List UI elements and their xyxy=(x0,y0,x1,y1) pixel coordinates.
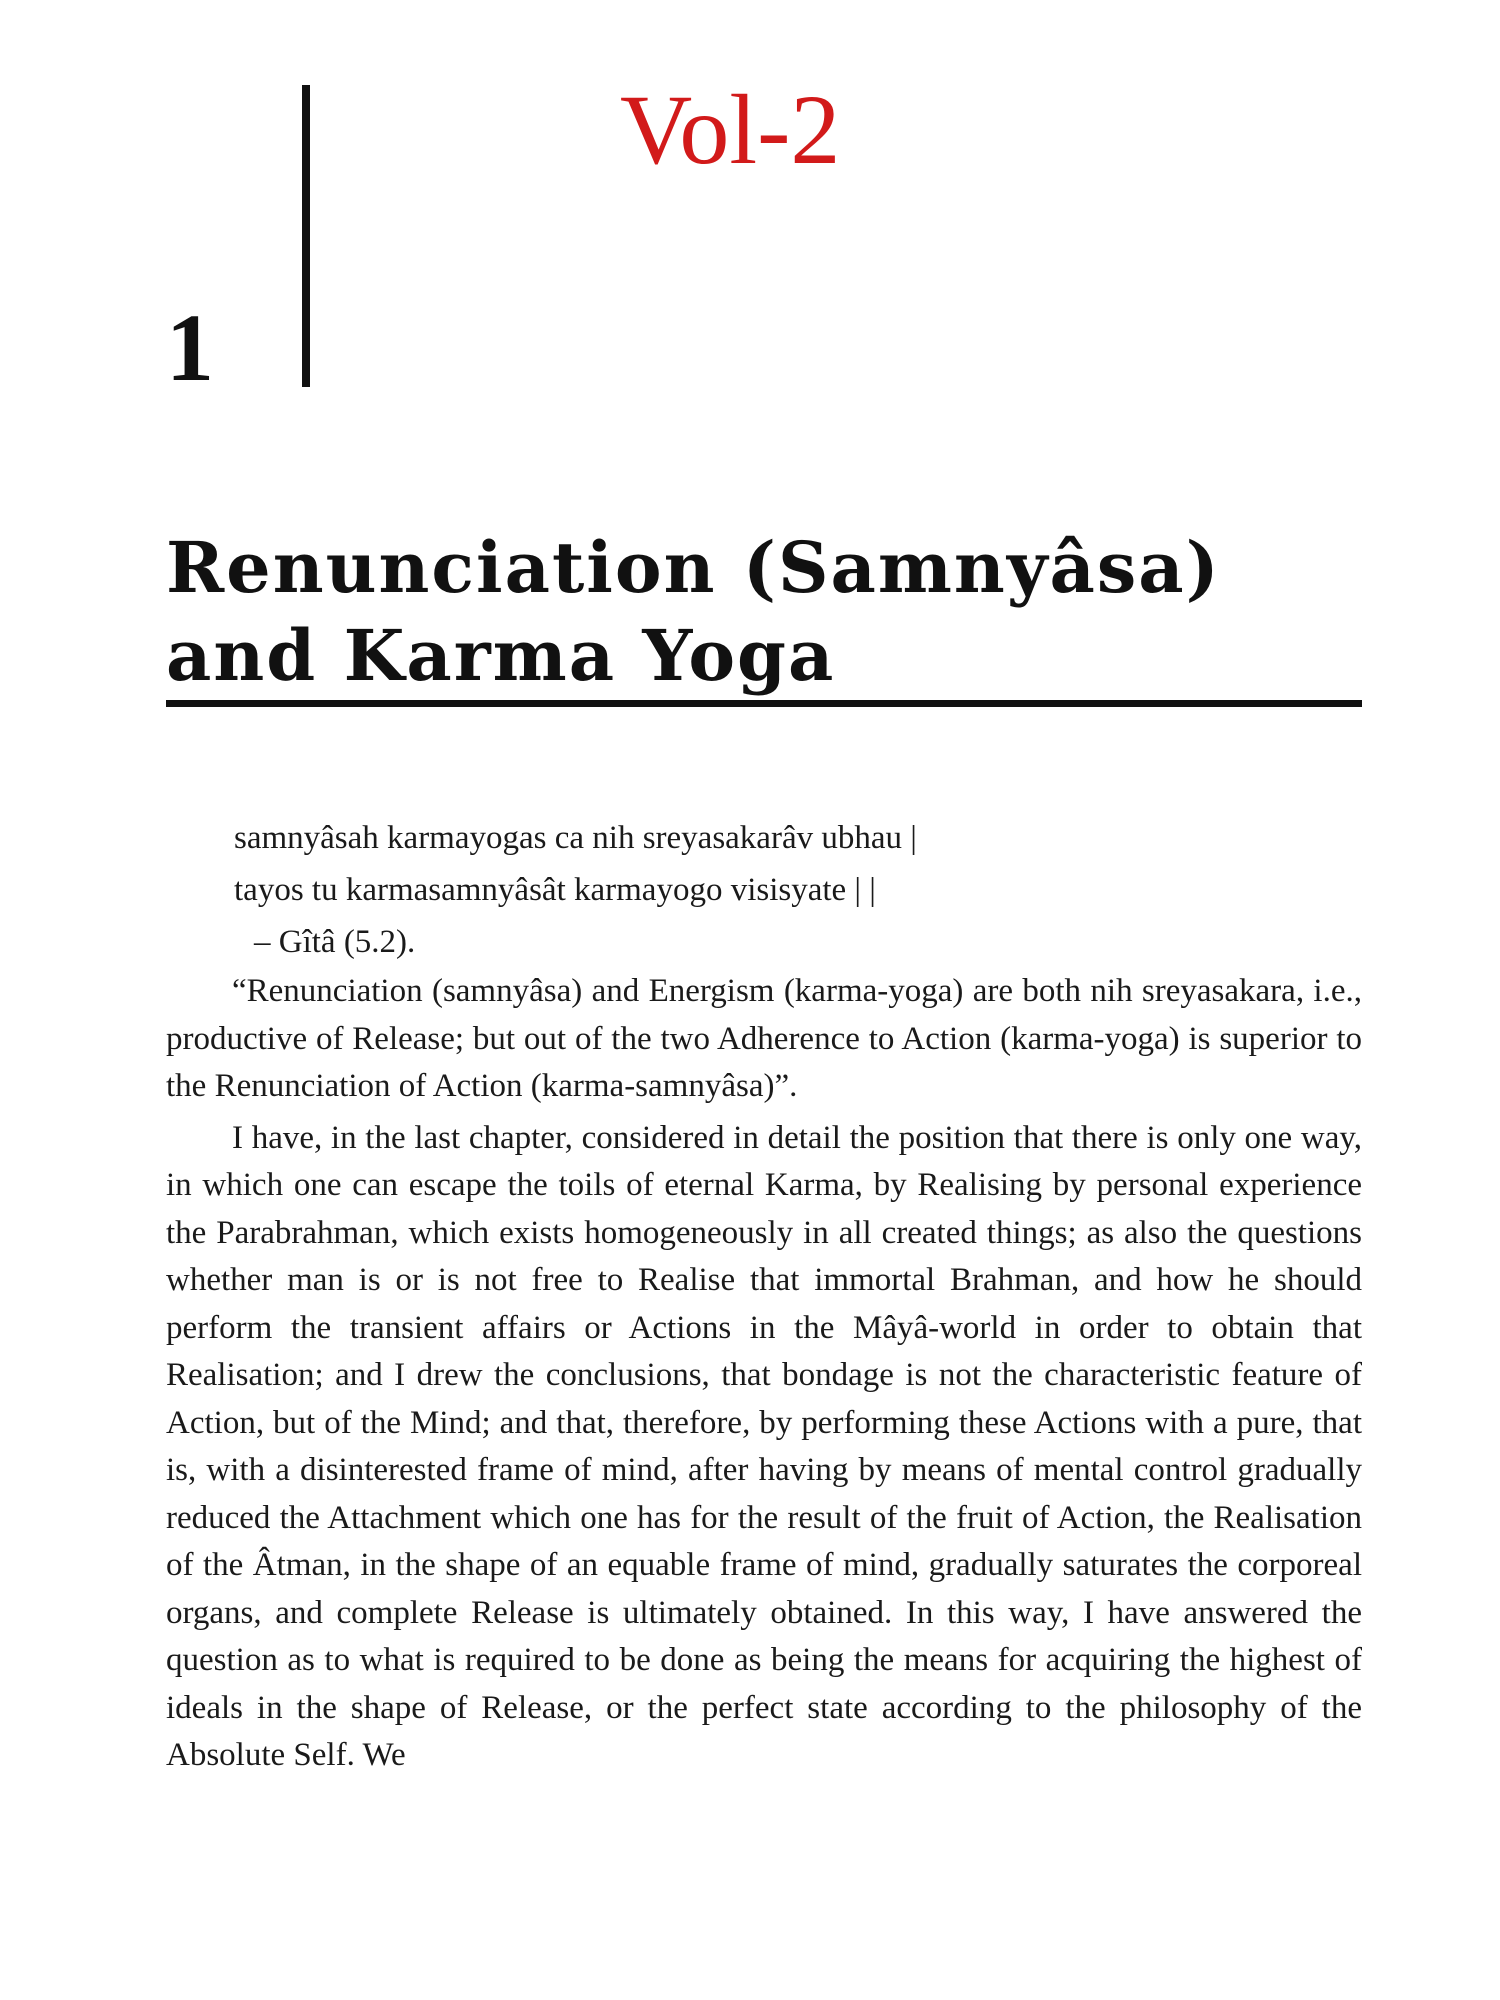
epigraph-source: – Gîtâ (5.2). xyxy=(254,924,416,960)
title-underline-rule xyxy=(166,700,1362,707)
body-text xyxy=(166,968,1362,1784)
paragraph-translation: “Renunciation (samnyâsa) and Energism (karma-yoga) are both nih sreyasakara, i.e., productive of Release; but out of the two Adherence to Action (karma-yoga) is superior to the Renunciation of Action (karma-samnyâsa)”. xyxy=(166,973,1362,1104)
epigraph-line-2: tayos tu karmasamnyâsât karmayogo visisyate | | xyxy=(234,872,876,908)
chapter-number: 1 xyxy=(166,294,214,401)
chapter-title: Renunciation (Samnyâsa) and Karma Yoga xyxy=(166,526,1221,697)
volume-label: Vol-2 xyxy=(620,74,841,185)
epigraph-line-1: samnyâsah karmayogas ca nih sreyasakarâv ubhau | xyxy=(234,820,917,856)
paragraph-main: I have, in the last chapter, considered in detail the position that there is only one way, in which one can escape the toils of eternal Karma, by Realising by personal experience the Parabrahman, which exists homogeneously in all created things; as also the questions whether man is or is not free to Realise that immortal Brahman, and how he should perform the transient affairs or Actions in the Mâyâ-world in order to obtain that Realisation; and I drew the conclusions, that bondage is not the characteristic feature of Action, but of the Mind; and that, therefore, by performing these Actions with a pure, that is, with a disinterested frame of mind, after having by means of mental control gradually reduced the Attachment which one has for the result of the fruit of Action, the Realisation of the Âtman, in the shape of an equable frame of mind, gradually saturates the corporeal organs, and complete Release is ultimately obtained. In this way, I have answered the question as to what is required to be done as being the means for acquiring the highest of ideals in the shape of Release, or the perfect state according to the philosophy of the Absolute Self. We xyxy=(166,1119,1362,1773)
epigraph-verse xyxy=(234,812,917,968)
chapter-divider-vertical xyxy=(302,85,310,387)
